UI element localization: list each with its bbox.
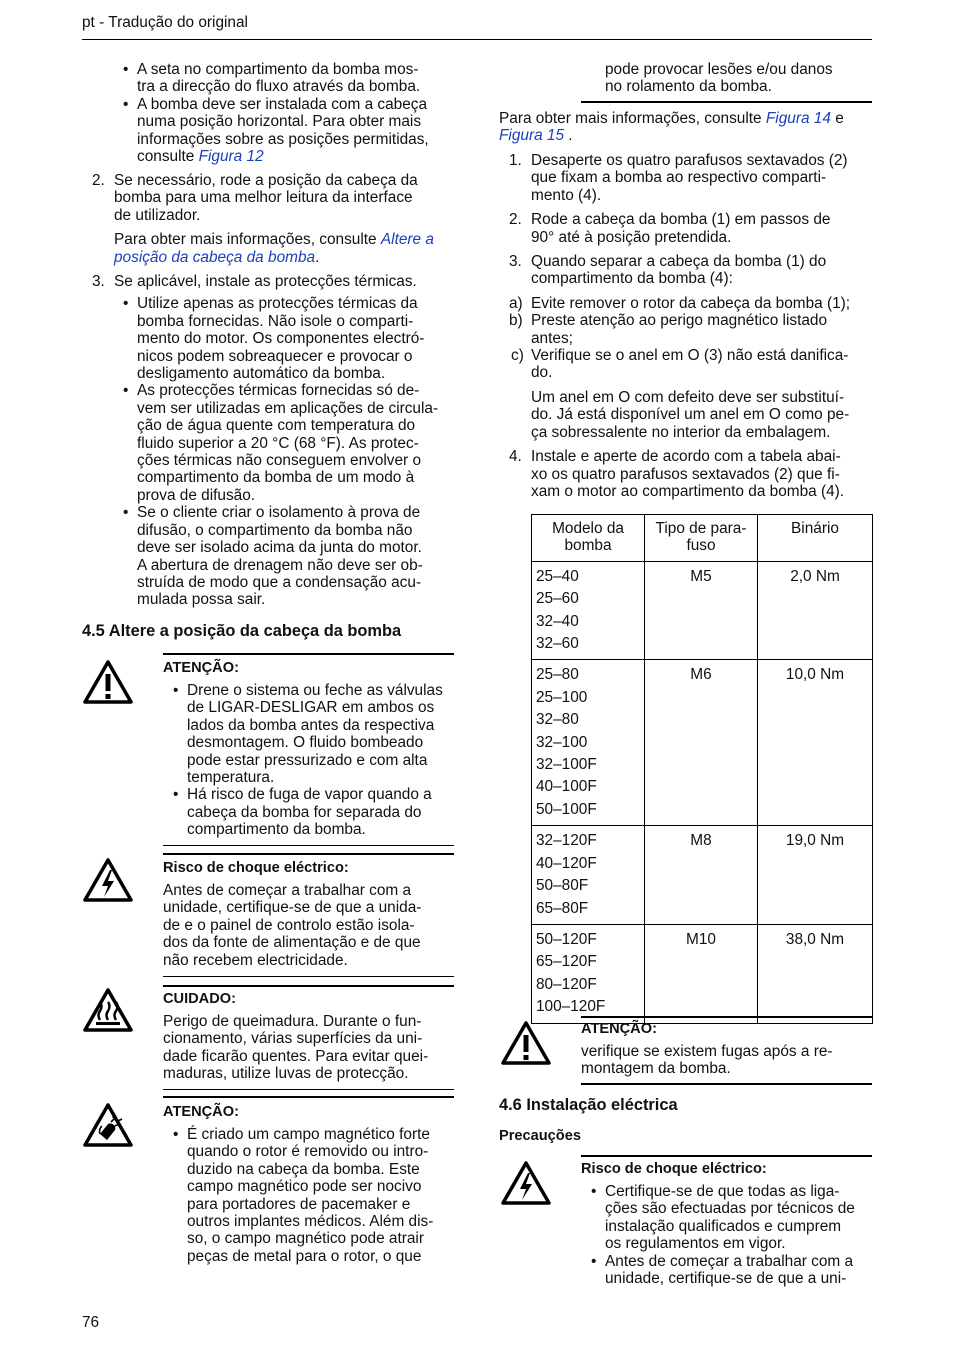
torque-table [531,514,873,1024]
altere-posicao-link[interactable]: Altere a posição da cabeça da bomba [114,231,434,266]
top-bullet-list [123,61,458,165]
warning-top-rule [581,1016,872,1018]
figure-14-link[interactable]: Figura 14 [765,110,831,127]
column-header: Tipo de para- fuso [645,515,758,562]
precautions-heading: Precauções [499,1128,581,1144]
warning-bullets [591,1183,876,1287]
table-row [532,660,873,826]
warning-bottom-rule [581,1083,872,1085]
running-header: pt - Tradução do original [82,14,248,31]
warning-bullets [173,1126,463,1265]
table-header-row [532,515,873,562]
figure-15-link[interactable]: Figura 15 [499,127,565,145]
warning-bottom-rule [581,101,872,103]
page-number: 76 [82,1314,100,1331]
magnetic-field-icon [82,1102,134,1150]
warning-title: ATENÇÃO: [581,1021,657,1037]
model-cell: 50–120F 65–120F 80–120F 100–120F [532,924,645,1023]
electric-shock-icon [500,1160,552,1208]
list-item: • A bomba deve ser instalada com a cabeça numa posição horizontal. Para obter mais informações sobre as posições permitidas, consulte Figura 12 [123,96,458,166]
header-rule [82,39,872,40]
column-header: Binário [758,515,873,562]
list-item: c) Verifique se o anel em O (3) não está danifica- do. [511,347,849,382]
model-cell: 25–80 25–100 32–80 32–100 32–100F 40–100F 50–100F [532,660,645,826]
warning-title: Risco de choque eléctrico: [581,1161,767,1177]
step-2: 2. Se necessário, rode a posição da cabeça da bomba para uma melhor leitura da interface de utilizador. Para obter mais informações, consulte Altere a posição da cabeça da bomba. [82,172,462,266]
warning-icon [82,659,134,707]
list-item: b) Preste atenção ao perigo magnético listado antes; [509,312,828,347]
list-item: 1. Desaperte os quatro parafusos sextavados (2) que fixam a bomba ao respectivo comparti- mento (4). [509,152,848,204]
list-item: • Há risco de fuga de vapor quando a cabeça da bomba for separada do compartimento da bomba. [173,786,463,838]
list-item: • Antes de começar a trabalhar com a unidade, certifique-se de que a uni- [591,1253,876,1288]
list-item: 4. Instale e aperte de acordo com a tabela abai- xo os quatro parafusos sextavados (2) que fi- xam o motor ao compartimento da bomba (4). [509,448,845,500]
list-item: • Drene o sistema ou feche as válvulas de LIGAR-DESLIGAR em ambos os lados da bomba antes da respectiva desmontagem. O fluido bombeado pode estar pressurizado e com alta temperatura. [173,682,463,786]
screw-cell: M5 [645,561,758,660]
list-item: a) Evite remover o rotor da cabeça da bomba (1); [509,294,851,312]
warning-title: Risco de choque eléctrico: [163,860,349,876]
continued-warning-text: pode provocar lesões e/ou danos no rolamento da bomba. [605,61,833,96]
warning-text: Perigo de queimadura. Durante o fun- cionamento, várias superfícies da uni- dade ficarão quentes. Para evitar quei- maduras, utilize luvas de protecção. [163,1013,429,1083]
warning-title: ATENÇÃO: [163,660,239,676]
screw-cell: M10 [645,924,758,1023]
warning-text: verifique se existem fugas após a re- montagem da bomba. [581,1043,833,1078]
section-4-6-heading: 4.6 Instalação eléctrica [499,1096,678,1114]
warning-title: CUIDADO: [163,991,236,1007]
list-item: • A seta no compartimento da bomba mos- tra a direcção do fluxo através da bomba. [123,61,458,96]
list-item: • Certifique-se de que todas as liga- ções são efectuadas por técnicos de instalação qualificados e cumprem os regulamentos em vigor. [591,1183,876,1253]
screw-cell: M8 [645,826,758,925]
warning-bullets [173,682,463,839]
list-item: • Se o cliente criar o isolamento à prova de difusão, o compartimento da bomba não deve ser isolado acima da junta do motor. A abertura de drenagem não deve ser ob- struída de modo que a condensação acu- mulada possa sair. [123,504,462,608]
torque-cell: 10,0 Nm [758,660,873,826]
warning-top-rule [581,1155,872,1157]
torque-cell: 2,0 Nm [758,561,873,660]
torque-cell: 38,0 Nm [758,924,873,1023]
table-row [532,561,873,660]
warning-icon [500,1020,552,1068]
procedure-steps [499,152,879,500]
figure-12-link[interactable]: Figura 12 [198,148,264,166]
warning-bottom-rule [163,1089,454,1090]
list-item: • Utilize apenas as protecções térmicas da bomba fornecidas. Não isole o comparti- mento do motor. Os componentes electró- nicos podem sobreaquecer e provocar o desligamento automático da bomba. [123,295,462,382]
warning-top-rule [163,985,454,987]
torque-cell: 19,0 Nm [758,826,873,925]
list-item: 3. Quando separar a cabeça da bomba (1) do compartimento da bomba (4): [509,253,827,288]
warning-top-rule [163,1096,454,1098]
table-row [532,826,873,925]
screw-cell: M6 [645,660,758,826]
warning-top-rule [163,653,454,655]
table-row [532,924,873,1023]
model-cell: 32–120F 40–120F 50–80F 65–80F [532,826,645,925]
hot-surface-icon [82,987,134,1035]
warning-text: Antes de começar a trabalhar com a unidade, certifique-se de que a unida- de e o painel de controlo estão isola- dos da fonte de alimentação e de que não recebem electricidade. [163,882,422,969]
step-2-more-info: Para obter mais informações, consulte Altere a posição da cabeça da bomba. [114,231,434,266]
list-item: • As protecções térmicas fornecidas só de- vem ser utilizadas em aplicações de circula- ção de água quente com temperatura do fluido superior a 20 °C (68 °F). As protec- ções térmicas não conseguem envolver o compartimento da bomba de um modo à prova de difusão. [123,382,462,504]
figure-reference: Para obter mais informações, consulte Figura 14 e Figura 15 . [499,110,844,145]
electric-shock-icon [82,857,134,905]
warning-top-rule [163,853,454,855]
warning-bottom-rule [163,845,454,846]
column-header: Modelo da bomba [532,515,645,562]
oring-note: Um anel em O com defeito deve ser substituí- do. Já está disponível um anel em O como pe- ça sobressalente no interior da embalagem. [531,388,850,441]
list-item: • É criado um campo magnético forte quando o rotor é removido ou intro- duzido na cabeça da bomba. Este campo magnético pode ser nocivo para portadores de pacemaker e outros implantes médicos. Além dis- so, o campo magnético pode atrair peças de metal para o rotor, o que [173,1126,463,1265]
warning-bottom-rule [163,976,454,977]
warning-title: ATENÇÃO: [163,1104,239,1120]
model-cell: 25–40 25–60 32–40 32–60 [532,561,645,660]
section-4-5-heading: 4.5 Altere a posição da cabeça da bomba [82,622,402,640]
step-3: 3. Se aplicável, instale as protecções térmicas. • Utilize apenas as protecções térmicas da bomba fornecidas. Não isole o comparti- mento do motor. Os componentes electró- nicos podem sobreaquecer e provocar o desligamento automático da bomba. • As protecções térmicas fornecidas só de- vem ser utilizadas em aplicações de circula- ção de água quente com temperatura do fluido superior a 20 °C (68 °F). As protec- ções térmicas não conseguem envolver o compartimento da bomba de um modo à prova de difusão. • Se o cliente criar o isolamento à prova de difusão, o compartimento da bomba não deve ser isolado acima da junta do motor. A abertura de drenagem não deve ser ob- struída de modo que a condensação acu- mulada possa sair. [82,273,462,609]
list-item: 2. Rode a cabeça da bomba (1) em passos de 90° até à posição pretendida. [509,211,831,246]
